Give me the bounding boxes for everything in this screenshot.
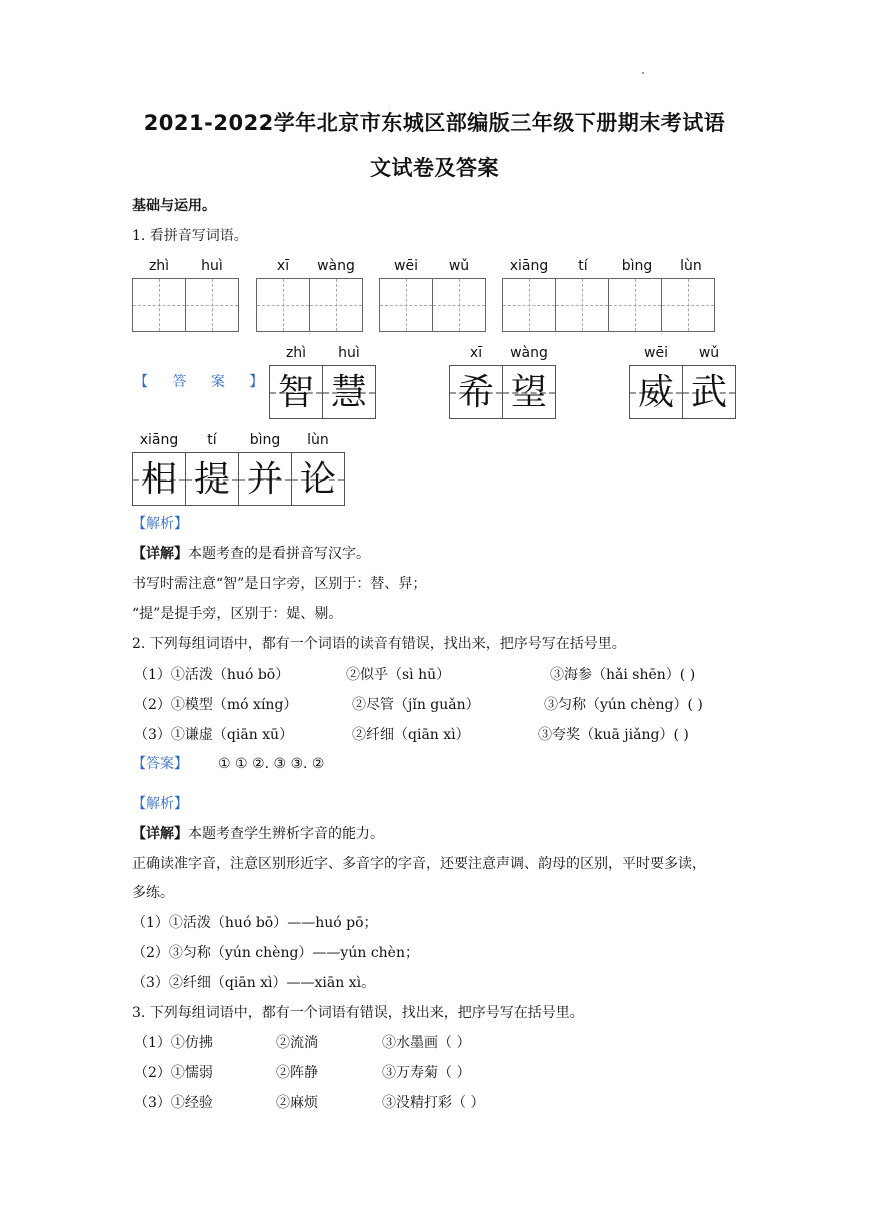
document-title-line1: 2021-2022学年北京市东城区部编版三年级下册期末考试语 <box>143 111 726 135</box>
detail-label: 【详解】 <box>132 546 188 562</box>
q2-note2: 多练。 <box>132 885 174 901</box>
q3-row3-c: ③没精打彩（ ） <box>382 1095 485 1111</box>
q1-pinyin: wēi <box>394 258 418 274</box>
answer-char: 武 <box>690 372 727 413</box>
answer-cell <box>291 452 345 506</box>
answer-char: 并 <box>246 459 283 500</box>
answer-cell <box>269 365 323 419</box>
q3-row3-b: ②麻烦 <box>276 1095 318 1111</box>
page-dot <box>642 72 644 74</box>
q1-pinyin: zhì <box>148 258 170 274</box>
q2-row2-b: ②尽管（jǐn guǎn） <box>352 697 480 713</box>
q2-row2-a: （2）①模型（mó xíng） <box>134 697 298 713</box>
q3-row2-c: ③万寿菊（ ） <box>382 1065 471 1081</box>
answer-char: 智 <box>277 372 314 413</box>
q1-pinyin: huì <box>201 258 223 274</box>
grid-cell[interactable] <box>432 278 486 332</box>
q1-pinyin: xī <box>276 258 290 274</box>
answer-cell <box>322 365 376 419</box>
answer-pinyin: zhì <box>285 345 307 361</box>
q1-detail <box>132 545 370 563</box>
q1-writing-grid[interactable] <box>256 278 362 332</box>
grid-cell[interactable] <box>256 278 310 332</box>
section-heading: 基础与运用。 <box>132 198 216 214</box>
q2-prompt: 2. 下列每组词语中，都有一个词语的读音有错误，找出来，把序号写在括号里。 <box>132 636 626 652</box>
q3-row1-b: ②流淌 <box>276 1035 318 1051</box>
answer-char: 威 <box>637 372 674 413</box>
answer-pinyin: lùn <box>307 432 329 448</box>
answer-pinyin: tí <box>207 432 217 448</box>
answer-pinyin: wàng <box>510 345 548 361</box>
grid-cell[interactable] <box>661 278 715 332</box>
q2-row2-c: ③匀称（yún chèng）( ) <box>544 697 703 713</box>
q2-analysis-label: 【解析】 <box>132 796 188 812</box>
q2-detail <box>132 825 384 843</box>
answer-char: 论 <box>299 459 336 500</box>
answer-cell <box>449 365 503 419</box>
answer-pinyin: bìng <box>249 432 281 448</box>
q1-answer-grid <box>132 452 344 506</box>
q1-pinyin: wàng <box>317 258 355 274</box>
q1-answer-grid <box>269 365 375 419</box>
q1-prompt: 1. 看拼音写词语。 <box>132 228 248 244</box>
q3-row2-a: （2）①懦弱 <box>134 1065 213 1081</box>
q2-row1-a: （1）①活泼（huó bō） <box>134 667 290 683</box>
q1-pinyin: wǔ <box>448 258 470 274</box>
q1-analysis-label: 【解析】 <box>132 516 188 532</box>
q3-row1-a: （1）①仿拂 <box>134 1035 213 1051</box>
answer-cell <box>238 452 292 506</box>
q1-pinyin: lùn <box>680 258 702 274</box>
q1-pinyin: tí <box>578 258 588 274</box>
grid-cell[interactable] <box>608 278 662 332</box>
answer-char: 提 <box>193 459 230 500</box>
answer-pinyin: xiāng <box>139 432 179 448</box>
q1-pinyin: xiāng <box>509 258 549 274</box>
q3-row1-c: ③水墨画（ ） <box>382 1035 471 1051</box>
q1-writing-grid[interactable] <box>379 278 485 332</box>
q1-writing-grid[interactable] <box>132 278 238 332</box>
answer-cell <box>185 452 239 506</box>
q2-row3-b: ②纤细（qiān xì） <box>352 727 470 743</box>
answer-char: 慧 <box>330 372 367 413</box>
answer-pinyin: xī <box>469 345 483 361</box>
grid-cell[interactable] <box>555 278 609 332</box>
q2-fix2: （2）③匀称（yún chèng）——yún chèn； <box>132 945 419 961</box>
q2-fix3: （3）②纤细（qiān xì）——xiān xì。 <box>132 975 376 991</box>
q2-fix1: （1）①活泼（huó bō）——huó pō； <box>132 915 378 931</box>
answer-char: 希 <box>457 372 494 413</box>
grid-cell[interactable] <box>309 278 363 332</box>
q3-row3-a: （3）①经验 <box>134 1095 213 1111</box>
detail-text: 本题考查学生辨析字音的能力。 <box>188 826 384 842</box>
grid-cell[interactable] <box>502 278 556 332</box>
q2-note1: 正确读准字音，注意区别形近字、多音字的字音，还要注意声调、韵母的区别，平时要多读， <box>132 856 706 872</box>
answer-cell <box>682 365 736 419</box>
q2-row3-a: （3）①谦虚（qiān xū） <box>134 727 294 743</box>
document-title-line2: 文试卷及答案 <box>370 156 499 180</box>
q2-row1-b: ②似乎（sì hū） <box>346 667 451 683</box>
detail-text: 本题考查的是看拼音写汉字。 <box>188 546 370 562</box>
q2-row1-c: ③海参（hǎi shēn）( ) <box>550 667 696 683</box>
q1-answer-label: 【 答 案 】 <box>134 374 274 390</box>
grid-cell[interactable] <box>132 278 186 332</box>
q1-writing-grid[interactable] <box>502 278 714 332</box>
answer-pinyin: wǔ <box>698 345 720 361</box>
answer-cell <box>502 365 556 419</box>
answer-char: 相 <box>140 459 177 500</box>
grid-cell[interactable] <box>185 278 239 332</box>
answer-label: 【答案】 <box>132 756 188 772</box>
q1-answer-grid <box>629 365 735 419</box>
q1-answer-grid <box>449 365 555 419</box>
answer-char: 望 <box>510 372 547 413</box>
q1-note2: “提”是提手旁，区别于：媞、剔。 <box>132 606 343 622</box>
detail-label: 【详解】 <box>132 826 188 842</box>
q1-pinyin: bìng <box>621 258 653 274</box>
q2-answer <box>132 755 324 773</box>
answer-cell <box>132 452 186 506</box>
grid-cell[interactable] <box>379 278 433 332</box>
answer-pinyin: wēi <box>644 345 668 361</box>
answer-text: ① ① ②. ③ ③. ② <box>218 756 325 772</box>
q1-note1: 书写时需注意“智”是日字旁，区别于：替、舁； <box>132 576 427 592</box>
answer-cell <box>629 365 683 419</box>
answer-pinyin: huì <box>338 345 360 361</box>
q2-row3-c: ③夸奖（kuā jiǎng）( ) <box>538 727 689 743</box>
q3-prompt: 3. 下列每组词语中，都有一个词语有错误，找出来，把序号写在括号里。 <box>132 1005 584 1021</box>
q3-row2-b: ②阵静 <box>276 1065 318 1081</box>
